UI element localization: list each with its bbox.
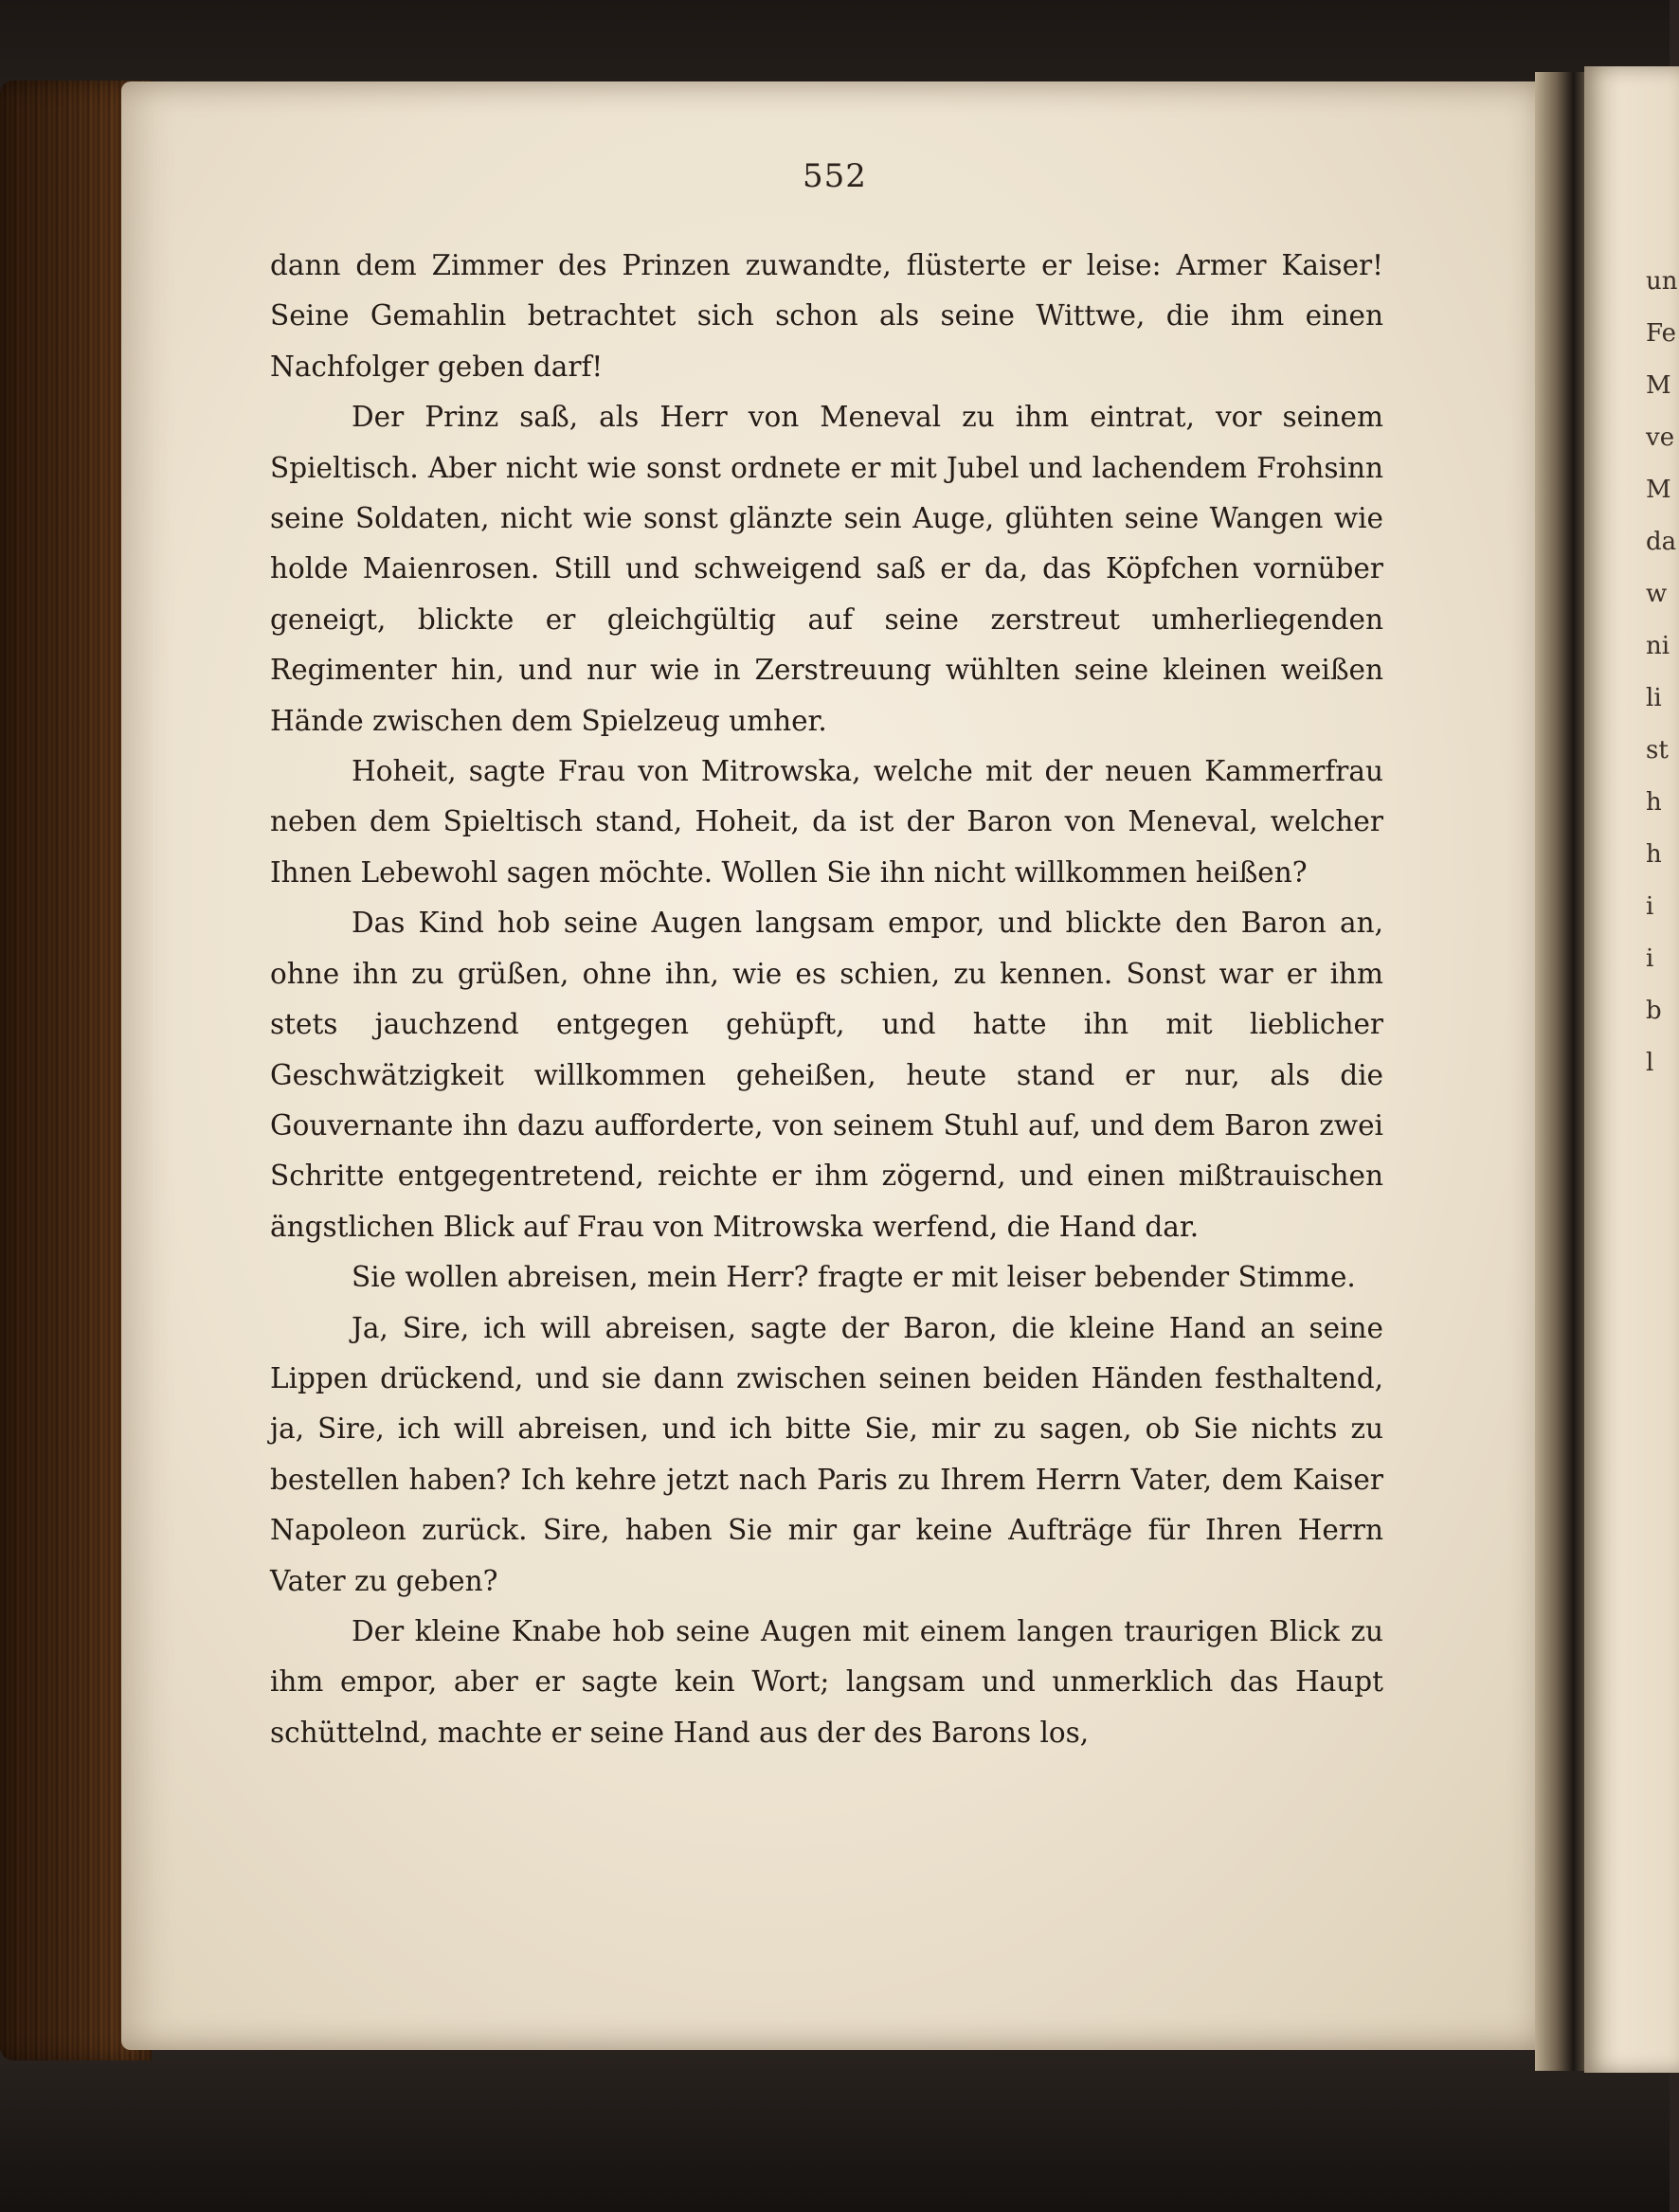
page-number: 552 [803,157,867,195]
facing-fragment: M [1646,476,1671,504]
paragraph: Der Prinz saß, als Herr von Meneval zu ihm eintrat, vor seinem Spieltisch. Aber nicht wie sonst ordnete er mit Jubel und lachendem Frohsinn seine Soldaten, nicht wie sonst glänzte sein Auge, glühten seine Wangen wie holde Maienrosen. Still und schweigend saß er da, das Köpfchen vornüber geneigt, blickte er gleichgültig auf seine zerstreut umherliegenden Regimenter hin, und nur wie in Zerstreuung wühlten seine kleinen weißen Hände zwischen dem Spielzeug umher. [270,401,1383,737]
facing-fragment: ve [1646,423,1675,452]
facing-fragment: li [1646,684,1662,712]
paragraph: Sie wollen abreisen, mein Herr? fragte er mit leiser bebender Stimme. [352,1261,1356,1294]
facing-fragment: b [1646,997,1662,1025]
facing-fragment: w [1646,580,1668,608]
facing-fragment: ni [1646,632,1670,660]
facing-fragment: Fe [1646,319,1677,348]
facing-fragment: h [1646,788,1662,817]
body-text [270,241,1383,1758]
book-gutter [1535,72,1590,2071]
paragraph: Hoheit, sagte Frau von Mitrowska, welche mit der neuen Kammerfrau neben dem Spieltisch stand, Hoheit, da ist der Baron von Meneval, welcher Ihnen Lebewohl sagen möchte. Wollen Sie ihn nicht willkommen heißen? [270,755,1383,889]
facing-fragment: da [1646,528,1677,556]
paragraph: Der kleine Knabe hob seine Augen mit einem langen traurigen Blick zu ihm empor, aber er sagte kein Wort; langsam und unmerklich das Haupt schüttelnd, machte er seine Hand aus der des Barons los, [270,1614,1383,1749]
facing-fragment: un [1646,267,1678,296]
facing-page-text-fragments [1646,256,1678,1089]
facing-fragment: M [1646,371,1671,400]
facing-fragment: i [1646,892,1654,921]
paragraph: Ja, Sire, ich will abreisen, sagte der Baron, die kleine Hand an seine Lippen drückend, und sie dann zwischen seinen beiden Händen festhaltend, ja, Sire, ich will abreisen, und ich bitte Sie, mir zu sagen, ob Sie nichts zu bestellen haben? Ich kehre jetzt nach Paris zu Ihrem Herrn Vater, dem Kaiser Napoleon zurück. Sire, haben Sie mir gar keine Aufträge für Ihren Herrn Vater zu geben? [270,1311,1383,1597]
facing-fragment: l [1646,1049,1654,1077]
facing-fragment: h [1646,840,1662,869]
facing-fragment: st [1646,736,1669,764]
paragraph-continued: dann dem Zimmer des Prinzen zuwandte, flüsterte er leise: Armer Kaiser! Seine Gemahlin betrachtet sich schon als seine Wittwe, die ihm einen Nachfolger geben darf! [270,249,1383,383]
facing-fragment: i [1646,944,1654,973]
paragraph: Das Kind hob seine Augen langsam empor, und blickte den Baron an, ohne ihn zu grüßen, ohne ihn, wie es schien, zu kennen. Sonst war er ihm stets jauchzend entgegen gehüpft, und hatte ihn mit lieblicher Geschwätzigkeit willkommen geheißen, heute stand er nur, als die Gouvernante ihn dazu aufforderte, von seinem Stuhl auf, und dem Baron zwei Schritte entgegentretend, reichte er ihm zögernd, und einen mißtrauischen ängstlichen Blick auf Frau von Mitrowska werfend, die Hand dar. [270,907,1383,1243]
